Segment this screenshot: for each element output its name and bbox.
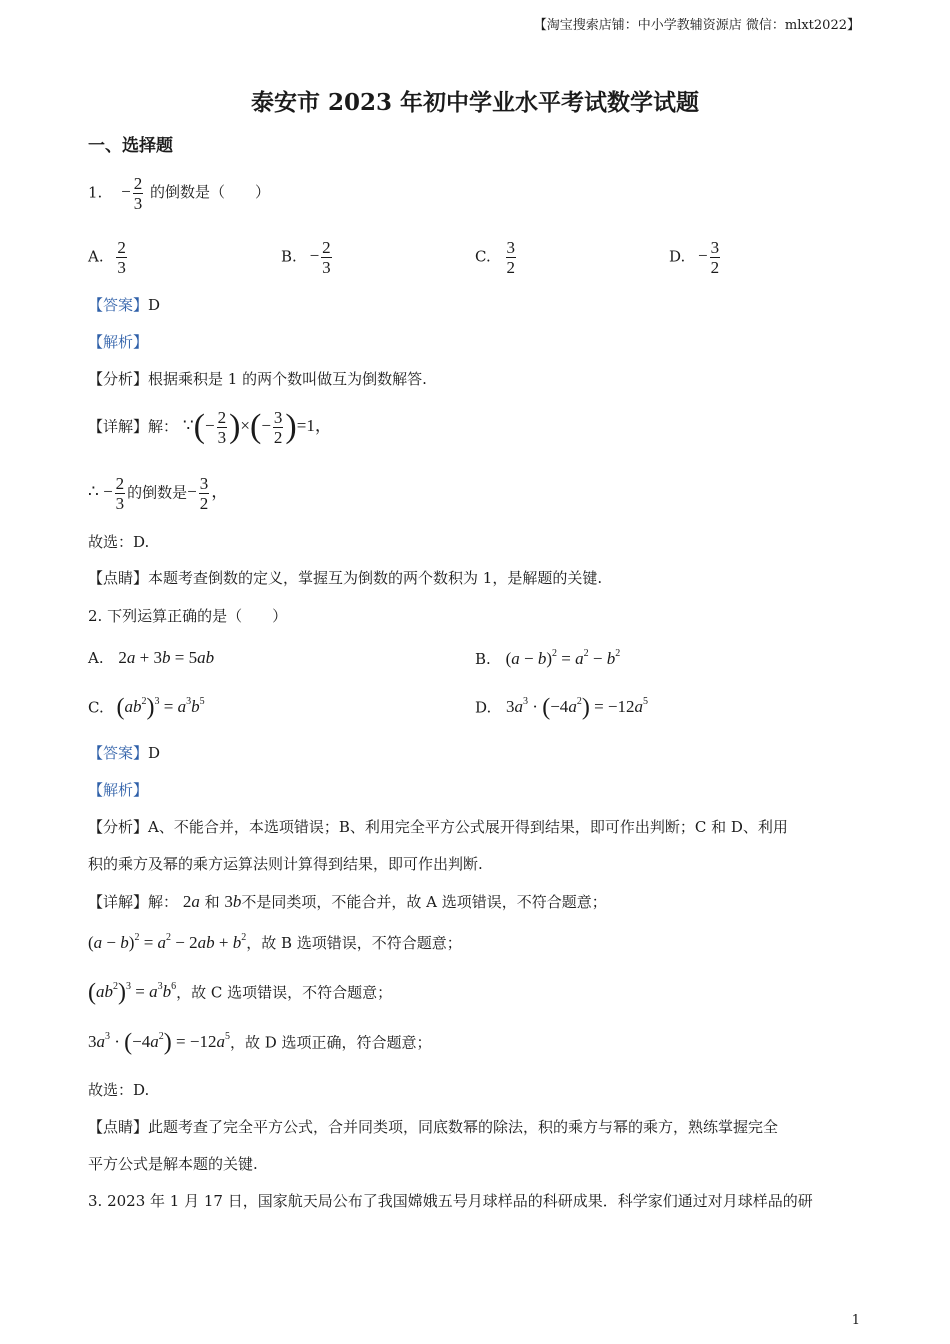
- q2-detail-d: $3a^3 \cdot (-4a^2) = -12a^5$，故 D 选项正确，符合题意；: [88, 1030, 432, 1056]
- q1-analysis-label: 【解析】: [88, 333, 149, 351]
- q1-option-b: B. − $\frac{2}{3}$: [281, 238, 331, 277]
- q1-answer: 【答案】D: [88, 296, 161, 314]
- q2-option-c: C. $(ab^2)^3 = a^3b^5$: [88, 695, 205, 721]
- q1-stem-text: 的倒数是（ ）: [149, 183, 270, 202]
- q2-fenxi-line2: 积的乘方及幂的乘方运算法则计算得到结果，即可作出判断.: [88, 855, 483, 873]
- q1-number: 1.: [88, 183, 103, 202]
- header-note: 【淘宝搜索店铺：中小学教辅资源店 微信：mlxt2022】: [533, 18, 860, 33]
- section-title: 一、选择题: [88, 136, 173, 156]
- q1-option-d: D. − $\frac{3}{2}$: [669, 238, 720, 277]
- q2-fenxi-line1: 【分析】A、不能合并，本选项错误；B、利用完全平方公式展开得到结果，即可作出判断；C 和 D、利用: [88, 818, 788, 836]
- page-number: 1: [851, 1313, 860, 1328]
- q2-analysis-label: 【解析】: [88, 781, 149, 799]
- q2-comment-line2: 平方公式是解本题的关键.: [88, 1155, 258, 1173]
- q2-detail-b: $(a - b)^2 = a^2 - 2ab + b^2$，故 B 选项错误，不符合题意；: [88, 932, 462, 952]
- q1-detail: 【详解】解： ∵(− $\frac{2}{3}$ )×(− $\frac{3}{2}$ )=1，: [88, 408, 332, 447]
- q1-therefore: ∴ − $\frac{2}{3}$ 的倒数是− $\frac{3}{2}$ ，: [88, 474, 229, 513]
- q2-detail-line1: 【详解】解： 2a 和 3b不是同类项，不能合并，故 A 选项错误，不符合题意；: [88, 892, 607, 911]
- q2-option-d: D. $3a^3 \cdot (-4a^2) = -12a^5$: [475, 695, 648, 721]
- q2-stem: 2. 下列运算正确的是（ ）: [88, 607, 288, 625]
- q1-fenxi: 【分析】根据乘积是 1 的两个数叫做互为倒数解答.: [88, 370, 427, 388]
- q2-comment-line1: 【点睛】此题考查了完全平方公式，合并同类项，同底数幂的除法，积的乘方与幂的乘方，熟练掌握完全: [88, 1118, 779, 1136]
- q1-option-a: A. $\frac{2}{3}$: [88, 238, 126, 277]
- q2-option-b: B. $(a - b)^2 = a^2 - b^2$: [475, 648, 621, 668]
- q2-detail-c: $(ab^2)^3 = a^3b^6$，故 C 选项错误，不符合题意；: [88, 980, 393, 1006]
- q1-option-c: C. $\frac{3}{2}$: [475, 238, 515, 277]
- q1-conclusion: 故选：D.: [88, 533, 150, 551]
- q2-option-a: A. 2a + 3b = 5ab: [88, 648, 215, 667]
- q3-stem: 3. 2023 年 1 月 17 日，国家航天局公布了我国嫦娥五号月球样品的科研成果．科学家们通过对月球样品的研: [88, 1192, 813, 1210]
- q1-stem: 1. − $\frac{2}{3}$ 的倒数是（ ）: [88, 174, 270, 213]
- q1-comment: 【点睛】本题考查倒数的定义，掌握互为倒数的两个数积为 1，是解题的关键.: [88, 569, 603, 587]
- q2-conclusion: 故选：D.: [88, 1081, 150, 1099]
- q2-answer: 【答案】D: [88, 744, 161, 762]
- page-title: 泰安市 2023 年初中学业水平考试数学试题: [250, 89, 700, 116]
